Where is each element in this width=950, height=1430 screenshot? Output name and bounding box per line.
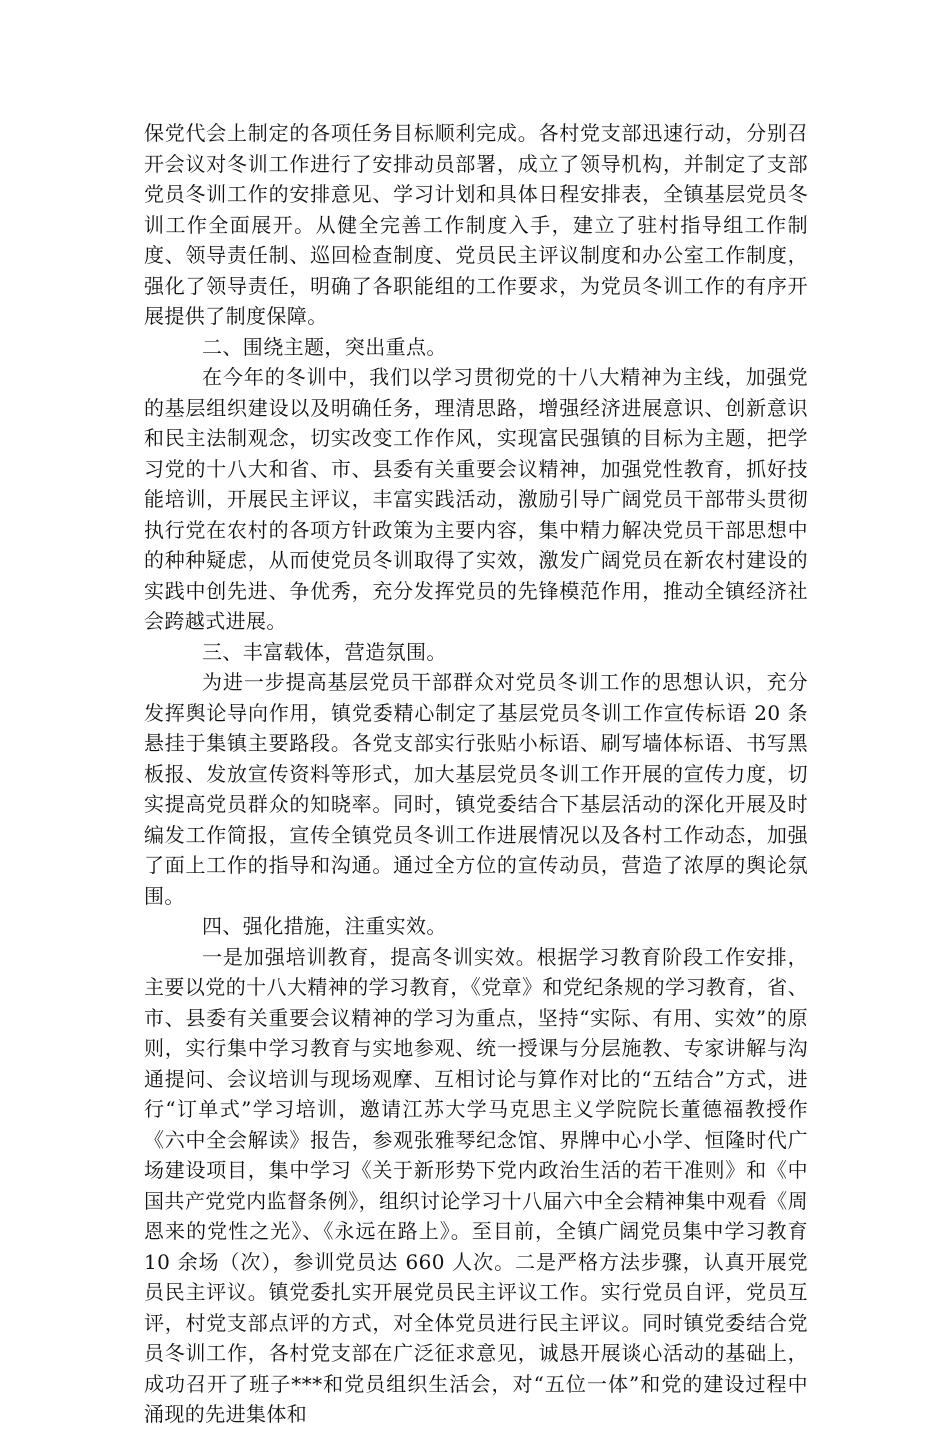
paragraph-publicity: 为进一步提高基层党员干部群众对党员冬训工作的思想认识，充分发挥舆论导向作用，镇党委精心制定了基层党员冬训工作宣传标语 20 条悬挂于集镇主要路段。各党支部实行张贴小标语、刷写墙体标语、书写黑板报、发放宣传资料等形式，加大基层党员冬训工作开展的宣传力度，切实提高党员群众的知晓率。同时，镇党委结合下基层活动的深化开展及时编发工作简报，宣传全镇党员冬训工作进展情况以及各村工作动态，加强了面上工作的指导和沟通。通过全方位的宣传动员，营造了浓厚的舆论氛围。	[144, 670, 808, 908]
paragraph-measures: 一是加强培训教育，提高冬训实效。根据学习教育阶段工作安排，主要以党的十八大精神的学习教育，《党章》和党纪条规的学习教育，省、市、县委有关重要会议精神的学习为重点，坚持“实际、有用、实效”的原则，实行集中学习教育与实地参观、统一授课与分层施教、专家讲解与沟通提问、会议培训与现场观摩、互相讨论与算作对比的“五结合”方式，进行“订单式”学习培训，邀请江苏大学马克思主义学院院长董德福教授作《六中全会解读》报告，参观张雅琴纪念馆、界牌中心小学、恒隆时代广场建设项目，集中学习《关于新形势下党内政治生活的若干准则》和《中国共产党党内监督条例》，组织讨论学习十八届六中全会精神集中观看《周恩来的党性之光》、《永远在路上》。至目前，全镇广阔党员集中学习教育 10 余场（次），参训党员达 660 人次。二是严格方法步骤，认真开展党员民主评议。镇党委扎实开展党员民主评议工作。实行党员自评，党员互评，村党支部点评的方式，对全体党员进行民主评议。同时镇党委结合党员冬训工作，各村党支部在广泛征求意见，诚恳开展谈心活动的基础上，成功召开了班子***和党员组织生活会，对“五位一体”和党的建设过程中涌现的先进集体和	[144, 944, 829, 1426]
paragraph-theme: 在今年的冬训中，我们以学习贯彻党的十八大精神为主线，加强党的基层组织建设以及明确任务，理清思路，增强经济进展意识、创新意识和民主法制观念，切实改变工作作风，实现富民强镇的目标为主题，把学习党的十八大和省、市、县委有关重要会议精神，加强党性教育，抓好技能培训，开展民主评议，丰富实践活动，激励引导广阔党员干部带头贯彻执行党在农村的各项方针政策为主要内容，集中精力解决党员干部思想中的种种疑虑，从而使党员冬训取得了实效，激发广阔党员在新农村建设的实践中创先进、争优秀，充分发挥党员的先锋模范作用，推动全镇经济社会跨越式进展。	[144, 365, 808, 633]
section-heading-4: 四、强化措施，注重实效。	[202, 914, 447, 938]
section-heading-2: 二、围绕主题，突出重点。	[202, 334, 447, 359]
section-heading-3: 三、丰富载体，营造氛围。	[202, 639, 447, 664]
paragraph-continuation: 保党代会上制定的各项任务目标顺利完成。各村党支部迅速行动，分别召开会议对冬训工作进行了安排动员部署，成立了领导机构，并制定了支部党员冬训工作的安排意见、学习计划和具体日程安排表，全镇基层党员冬训工作全面展开。从健全完善工作制度入手，建立了驻村指导组工作制度、领导责任制、巡回检查制度、党员民主评议制度和办公室工作制度，强化了领导责任，明确了各职能组的工作要求，为党员冬训工作的有序开展提供了制度保障。	[144, 121, 808, 328]
document-body	[144, 118, 829, 1430]
